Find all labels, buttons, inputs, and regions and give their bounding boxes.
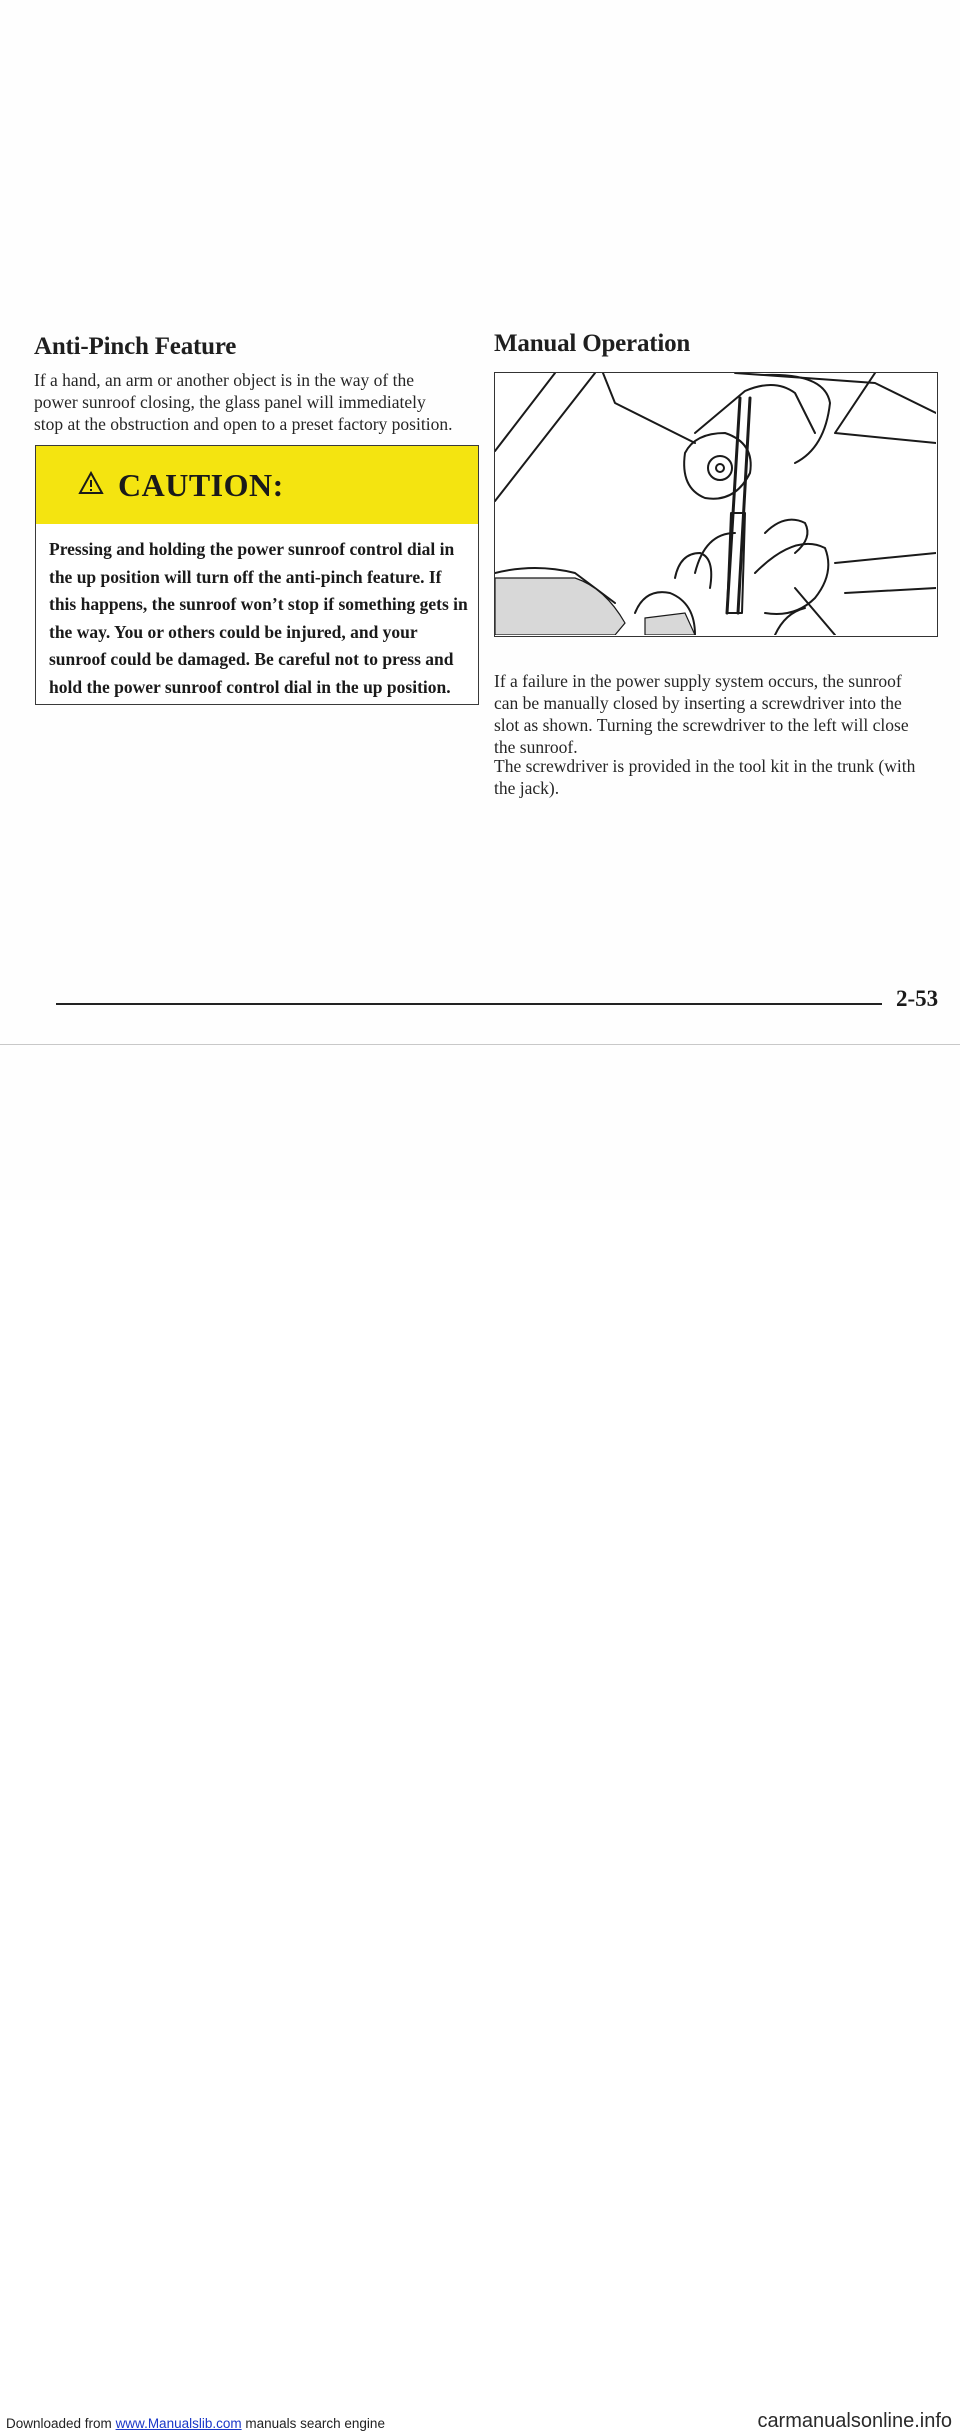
watermark-text: carmanualsonline.info — [757, 2410, 952, 2432]
anti-pinch-paragraph: If a hand, an arm or another object is in the way of the power sunroof closing, the glass panel will immediately stop at the obstruction and open to a preset factory position. — [34, 370, 453, 434]
download-footer — [0, 1200, 960, 2432]
manual-operation-paragraph-2: The screwdriver is provided in the tool kit in the trunk (with the jack). — [494, 756, 916, 798]
footer-rule — [56, 1003, 882, 1005]
manualslib-link[interactable]: www.Manualslib.com — [115, 2416, 242, 2431]
page-number: 2-53 — [896, 986, 939, 1011]
download-suffix: manuals search engine — [241, 2416, 385, 2431]
download-notice — [6, 2416, 385, 2431]
screwdriver-illustration-icon — [495, 373, 936, 635]
caution-header — [36, 446, 478, 524]
caution-box — [35, 445, 479, 705]
manual-page — [0, 0, 960, 1200]
caution-text: Pressing and holding the power sunroof control dial in the up position will turn off the anti-pinch feature. If this happens, the sunroof won’t stop if something gets in the way. You or others could be injured, and your sunroof could be damaged. Be careful not to press and hold the power sunroof control dial in the up position. — [49, 539, 468, 697]
download-prefix: Downloaded from — [6, 2416, 116, 2431]
anti-pinch-heading: Anti-Pinch Feature — [34, 333, 237, 360]
manual-operation-heading: Manual Operation — [494, 330, 691, 357]
warning-triangle-icon — [78, 471, 104, 495]
hand-screwdriver-sunroof-illustration — [494, 372, 938, 637]
scan-divider — [0, 1044, 960, 1045]
manual-operation-paragraph-1: If a failure in the power supply system occurs, the sunroof can be manually closed by inserting a screwdriver into the slot as shown. Turning the screwdriver to the left will close the sunroof. — [494, 671, 909, 757]
caution-title: CAUTION: — [118, 466, 284, 503]
